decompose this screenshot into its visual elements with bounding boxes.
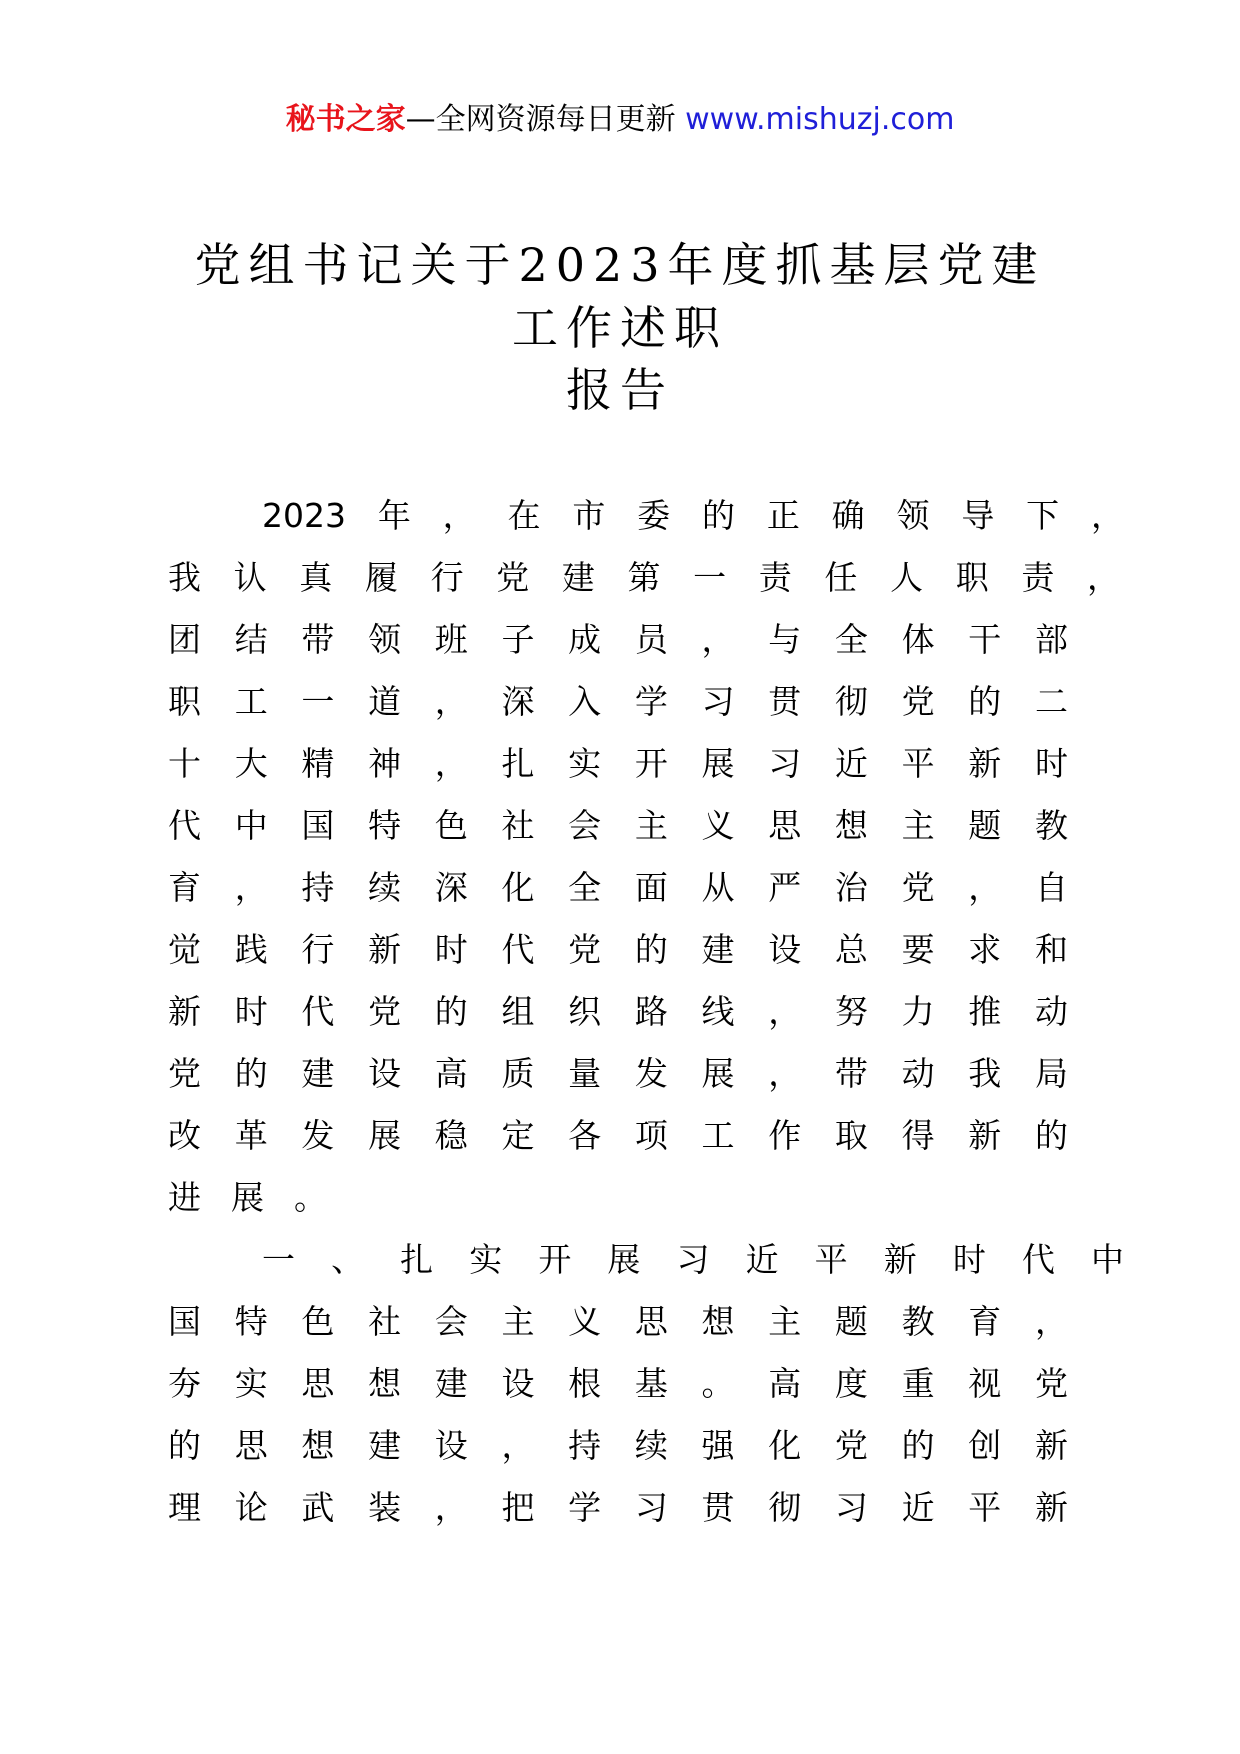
body-line: 党的建设高质量发展，带动我局 (168, 1054, 1068, 1093)
document-title-line-3: 报告 (566, 363, 674, 417)
site-url-link[interactable]: www.mishuzj.com (685, 102, 955, 137)
body-line: 新时代党的组织路线，努力推动 (168, 992, 1068, 1031)
body-line: 觉践行新时代党的建设总要求和 (168, 930, 1068, 969)
body-line: 夯实思想建设根基。高度重视党 (168, 1364, 1068, 1403)
tagline: —全网资源每日更新 (405, 102, 676, 137)
site-header (0, 100, 1240, 140)
body-line: 我认真履行党建第一责任人职责， (168, 558, 1120, 597)
body-line: 十大精神，扎实开展习近平新时 (168, 744, 1068, 783)
body-line: 职工一道，深入学习贯彻党的二 (168, 682, 1068, 721)
body-line: 的思想建设，持续强化党的创新 (168, 1426, 1068, 1465)
body-line: 代中国特色社会主义思想主题教 (168, 806, 1068, 845)
section-heading-line: 一、扎实开展习近平新时代中 (262, 1240, 1124, 1279)
body-line: 改革发展稳定各项工作取得新的 (168, 1116, 1068, 1155)
body-line: 育，持续深化全面从严治党，自 (168, 868, 1068, 907)
body-line: 2023年，在市委的正确领导下， (262, 496, 1124, 535)
document-title-line-2: 工作述职 (512, 301, 728, 355)
body-line: 理论武装，把学习贯彻习近平新 (168, 1488, 1068, 1527)
section-heading-line: 国特色社会主义思想主题教育， (168, 1302, 1068, 1341)
body-line: 团结带领班子成员，与全体干部 (168, 620, 1068, 659)
body-line: 进展。 (168, 1178, 357, 1217)
brand-name: 秘书之家 (285, 102, 406, 137)
document-title-line-1: 党组书记关于2023年度抓基层党建 (194, 238, 1046, 292)
